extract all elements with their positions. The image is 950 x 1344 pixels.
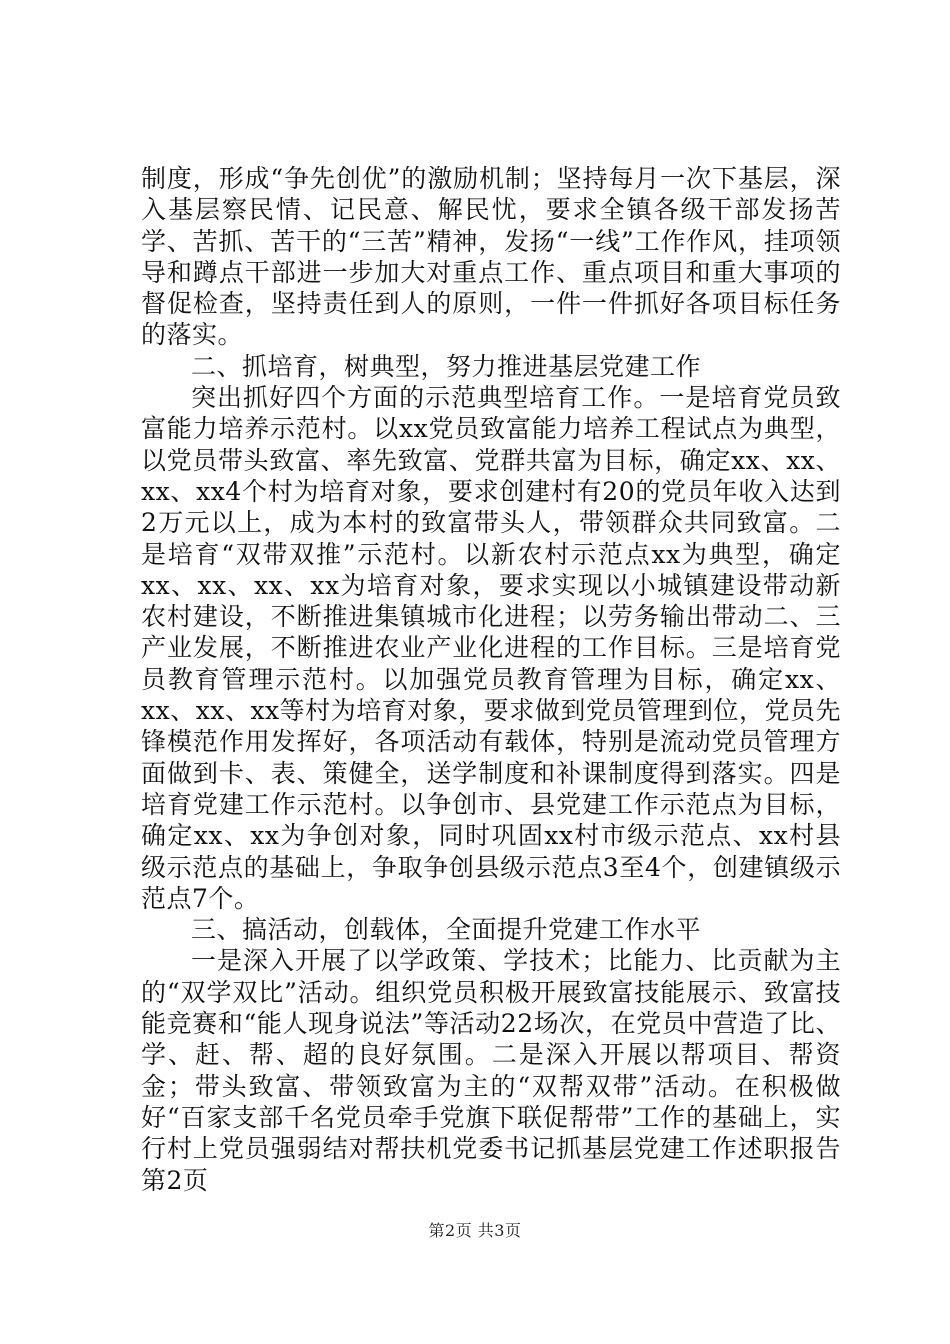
paragraph-3: 一是深入开展了以学政策、学技术；比能力、比贡献为主的“双学双比”活动。组织党员积极开展致富技能展示、致富技能竞赛和“能人现身说法”等活动22场次，在党员中营造了比、学、赶、帮、超的良好氛围。二是深入开展以帮项目、帮资金；带头致富、带领致富为主的“双帮双带”活动。在积极做好“百家支部千名党员牵手党旗下联促帮带”工作的基础上，实行村上党员强弱结对帮扶机党委书记抓基层党建工作述职报告第2页 <box>141 946 841 1195</box>
page-number-footer: 第2页 共3页 <box>428 1221 522 1240</box>
paragraph-2: 突出抓好四个方面的示范典型培育工作。一是培育党员致富能力培养示范村。以xx党员致富能力培养工程试点为典型，以党员带头致富、率先致富、党群共富为目标，确定xx、xx、xx、xx4个村为培育对象，要求创建村有20的党员年收入达到2万元以上，成为本村的致富带头人，带领群众共同致富。二是培育“双带双推”示范村。以新农村示范点xx为典型，确定xx、xx、xx、xx为培育对象，要求实现以小城镇建设带动新农村建设，不断推进集镇城市化进程；以劳务输出带动二、三产业发展，不断推进农业产业化进程的工作目标。三是培育党员教育管理示范村。以加强党员教育管理为目标，确定xx、xx、xx、xx等村为培育对象，要求做到党员管理到位，党员先锋模范作用发挥好，各项活动有载体，特别是流动党员管理方面做到卡、表、策健全，送学制度和补课制度得到落实。四是培育党建工作示范村。以争创市、县党建工作示范点为目标，确定xx、xx为争创对象，同时巩固xx村市级示范点、xx村县级示范点的基础上，争取争创县级示范点3至4个，创建镇级示范点7个。 <box>141 383 841 913</box>
document-body <box>141 163 841 1196</box>
section-heading-3: 三、搞活动，创载体，全面提升党建工作水平 <box>191 915 702 945</box>
paragraph-1: 制度，形成“争先创优”的激励机制；坚持每月一次下基层，深入基层察民情、记民意、解民忧，要求全镇各级干部发扬苦学、苦抓、苦干的“三苦”精神，发扬“一线”工作作风，挂项领导和蹲点干部进一步加大对重点工作、重点项目和重大事项的督促检查，坚持责任到人的原则，一件一件抓好各项目标任务的落实。 <box>141 164 841 350</box>
section-heading-2: 二、抓培育，树典型，努力推进基层党建工作 <box>191 351 702 381</box>
